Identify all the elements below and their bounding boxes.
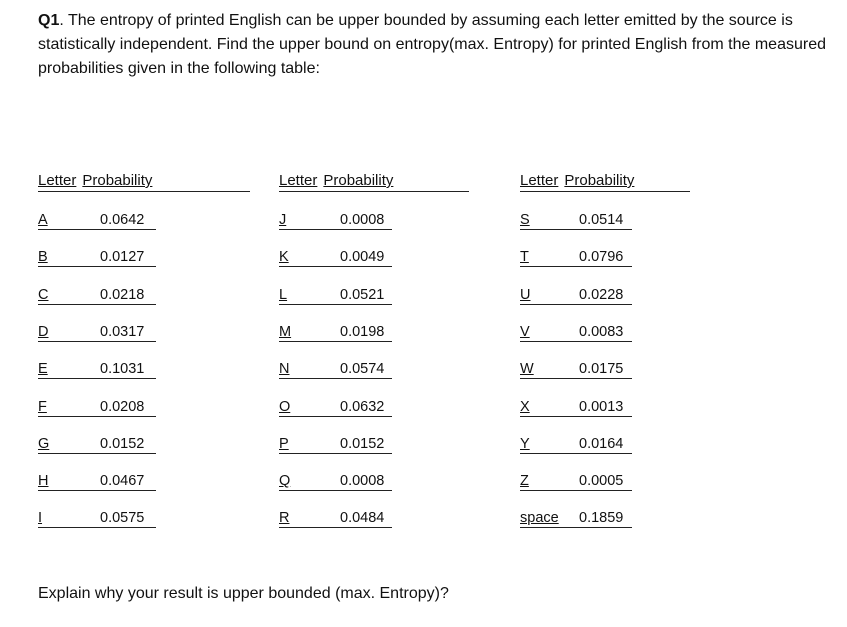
letter-cell: L [279, 286, 288, 303]
row-rule [520, 229, 632, 230]
probability-cell: 0.0228 [579, 286, 624, 303]
letter-cell: G [38, 435, 50, 452]
probability-cell: 0.0796 [579, 249, 624, 266]
letter-cell: W [520, 361, 534, 378]
probability-cell: 0.0521 [340, 286, 385, 303]
letter-cell: I [38, 510, 43, 527]
header-letter: Letter [38, 172, 77, 189]
letter-cell: F [38, 398, 47, 415]
table-row [279, 471, 392, 491]
probability-cell: 0.0175 [579, 361, 624, 378]
header-letter: Letter [279, 172, 318, 189]
probability-cell: 0.0467 [100, 473, 145, 490]
probability-cell: 0.0083 [579, 323, 624, 340]
probability-cell: 0.0317 [100, 323, 145, 340]
table-row [520, 247, 632, 267]
row-rule [520, 416, 632, 417]
probability-cell: 0.0127 [100, 249, 145, 266]
table-row [520, 322, 632, 342]
probability-cell: 0.0008 [340, 212, 385, 228]
row-rule [520, 453, 632, 454]
header-letter: Letter [520, 172, 559, 189]
probability-cell: 0.0574 [340, 361, 385, 378]
probability-cell: 0.0218 [100, 286, 145, 303]
table-row [38, 359, 156, 379]
letter-cell: D [38, 323, 49, 340]
header-probability: Probability [323, 172, 394, 189]
letter-cell: Z [520, 473, 529, 490]
probability-cell: 0.0642 [100, 212, 145, 228]
row-rule [520, 378, 632, 379]
row-rule [38, 304, 156, 305]
table-row [38, 210, 156, 230]
table-row [279, 285, 392, 305]
probability-cell: 0.0484 [340, 510, 385, 527]
probability-cell: 0.0198 [340, 323, 385, 340]
letter-cell: X [520, 398, 530, 415]
table-row [279, 359, 392, 379]
table-row [279, 247, 392, 267]
row-rule [279, 304, 392, 305]
row-rule [38, 378, 156, 379]
probability-cell: 0.0013 [579, 398, 624, 415]
letter-cell: P [279, 435, 289, 452]
letter-cell: N [279, 361, 290, 378]
probability-cell: 0.0005 [579, 473, 624, 490]
probability-cell: 0.0049 [340, 249, 385, 266]
row-rule [279, 378, 392, 379]
question-text [38, 9, 828, 81]
probability-cell: 0.0008 [340, 473, 385, 490]
row-rule [38, 490, 156, 491]
letter-cell: U [520, 286, 531, 303]
letter-cell: R [279, 510, 290, 527]
row-rule [279, 229, 392, 230]
probability-cell: 0.0152 [340, 435, 385, 452]
table-row [38, 285, 156, 305]
letter-cell: Q [279, 473, 291, 490]
table-row [38, 397, 156, 417]
probability-cell: 0.0575 [100, 510, 145, 527]
probability-cell: 0.0164 [579, 435, 624, 452]
header-probability: Probability [564, 172, 635, 189]
row-rule [279, 416, 392, 417]
row-rule [520, 527, 632, 528]
probability-cell: 0.0514 [579, 212, 624, 228]
table-row [38, 434, 156, 454]
table-row [279, 508, 392, 528]
table-row [520, 285, 632, 305]
row-rule [279, 527, 392, 528]
table-row [38, 322, 156, 342]
followup-question: Explain why your result is upper bounded (max. Entropy)? [38, 585, 449, 602]
probability-cell: 0.1031 [100, 361, 145, 378]
column-header [520, 171, 690, 192]
table-column-1 [38, 171, 250, 541]
row-rule [279, 490, 392, 491]
probability-cell: 0.0632 [340, 398, 385, 415]
table-row [520, 210, 632, 230]
row-rule [520, 266, 632, 267]
row-rule [38, 416, 156, 417]
table-row [520, 434, 632, 454]
row-rule [38, 341, 156, 342]
table-row [38, 508, 156, 528]
letter-cell: S [520, 212, 530, 228]
letter-cell: O [279, 398, 291, 415]
letter-cell: E [38, 361, 48, 378]
row-rule [520, 304, 632, 305]
question-number: Q1 [38, 12, 60, 29]
letter-cell: V [520, 323, 530, 340]
question-body: . The entropy of printed English can be upper bounded by assuming each letter emitted by the source is statistically independent. Find the upper bound on entropy(max. Entropy) for printed English from the measured probabilities given in the following table: [38, 12, 826, 77]
table-row [279, 434, 392, 454]
letter-cell: H [38, 473, 49, 490]
letter-cell: Y [520, 435, 530, 452]
letter-cell: space [520, 510, 559, 527]
letter-cell: T [520, 249, 529, 266]
table-row [520, 508, 632, 528]
row-rule [38, 229, 156, 230]
column-header [279, 171, 469, 192]
table-row [279, 397, 392, 417]
letter-cell: M [279, 323, 292, 340]
table-row [38, 471, 156, 491]
letter-cell: K [279, 249, 289, 266]
row-rule [279, 453, 392, 454]
letter-cell: B [38, 249, 48, 266]
probability-cell: 0.0152 [100, 435, 145, 452]
table-row [520, 471, 632, 491]
table-row [520, 397, 632, 417]
table-row [279, 322, 392, 342]
column-header [38, 171, 250, 192]
header-probability: Probability [82, 172, 153, 189]
letter-cell: C [38, 286, 49, 303]
row-rule [38, 527, 156, 528]
row-rule [520, 490, 632, 491]
row-rule [279, 266, 392, 267]
row-rule [520, 341, 632, 342]
letter-cell: J [279, 212, 287, 228]
table-column-3 [520, 171, 690, 541]
table-row [520, 359, 632, 379]
table-column-2 [279, 171, 469, 541]
probability-cell: 0.1859 [579, 510, 624, 527]
row-rule [38, 266, 156, 267]
probability-cell: 0.0208 [100, 398, 145, 415]
row-rule [279, 341, 392, 342]
table-row [279, 210, 392, 230]
letter-cell: A [38, 212, 48, 228]
table-row [38, 247, 156, 267]
row-rule [38, 453, 156, 454]
